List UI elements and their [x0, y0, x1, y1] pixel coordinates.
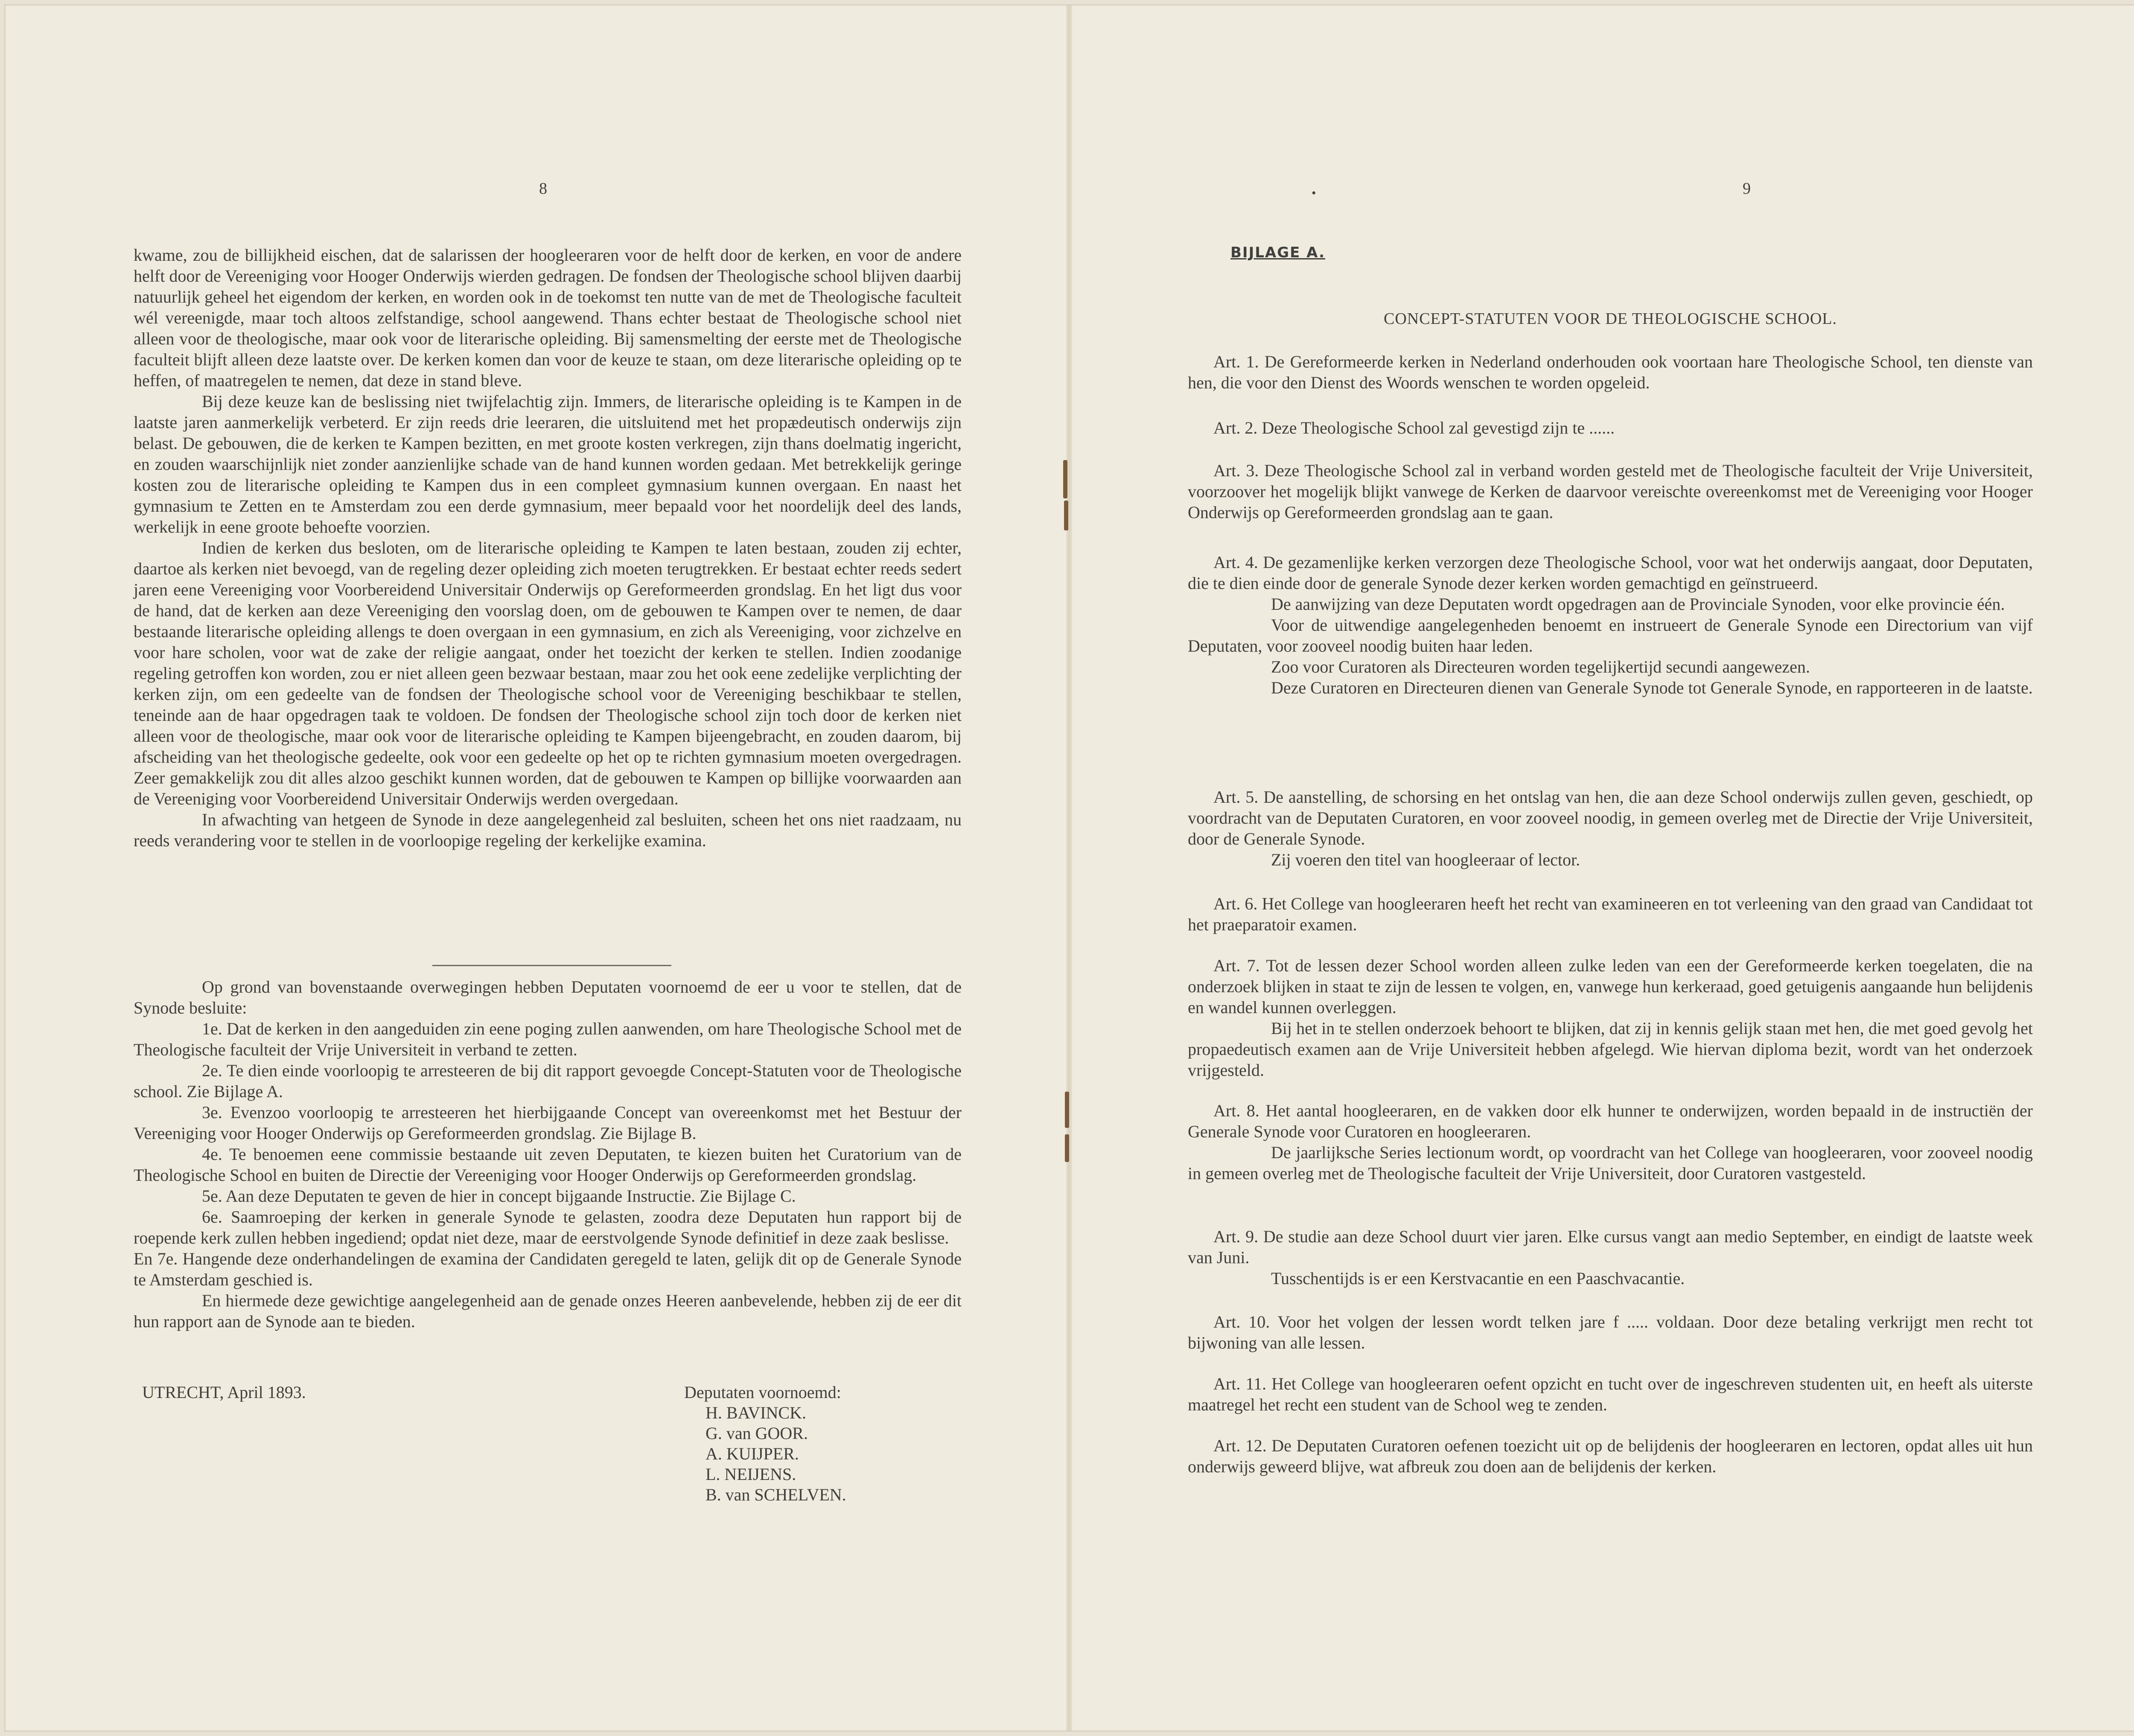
proposal-intro: Op grond van bovenstaande overwegingen hebben Deputaten voornoemd de eer u voor te stellen, dat de Synode besluite: — [134, 977, 962, 1017]
proposal-section — [134, 976, 962, 1332]
document-title: CONCEPT-STATUTEN VOOR DE THEOLOGISCHE SCHOOL. — [1383, 310, 1837, 328]
article-text: De aanwijzing van deze Deputaten wordt opgedragen aan de Provinciale Synoden, voor elke provincie één. — [1271, 594, 2005, 614]
binding-stitch — [1064, 501, 1068, 530]
article-text: Art. 1. De Gereformeerde kerken in Nederland onderhouden ook voortaan hare Theologische School, ten dienste van hen, die voor den Dienst des Woords wenschen te worden opgeleid. — [1188, 352, 2033, 392]
proposal-item: 6e. Saamroeping der kerken in generale Synode te gelasten, zoodra deze Deputaten hun rapport bij de roepende kerk zullen hebben ingediend; opdat niet deze, maar de eerstvolgende Synode definitief in deze zaak beslisse. — [134, 1207, 962, 1247]
paragraph: In afwachting van hetgeen de Synode in deze aangelegenheid zal besluiten, scheen het ons niet raadzaam, nu reeds verandering voor te stellen in de voorloopige regeling der kerkelijke examina. — [134, 810, 962, 850]
binding-stitch — [1065, 1134, 1069, 1162]
article-text: Art. 2. Deze Theologische School zal gevestigd zijn te ...... — [1213, 418, 1615, 437]
article-text: Bij het in te stellen onderzoek behoort te blijken, dat zij in kennis gelijk staan met hen, die met goed gevolg het propaedeutisch examen aan de Vrije Universiteit hebben afgelegd. Wie hiervan diploma bezit, wordt van het onderzoek vrijgesteld. — [1188, 1019, 2033, 1080]
article-text: Art. 11. Het College van hoogleeraren oefent opzicht en tucht over de ingeschreven studenten uit, en heeft als uiterste maatregel het recht een student van de School weg te zenden. — [1188, 1374, 2033, 1414]
proposal-item: 4e. Te benoemen eene commissie bestaande uit zeven Deputaten, te kiezen buiten het Curatorium van de Theologische School en buiten de Directie der Vereeniging voor Hooger Onderwijs op Gereformeerden grondslag. — [134, 1145, 962, 1185]
article-4 — [1188, 552, 2033, 698]
center-fold — [1066, 6, 1072, 1730]
article-12 — [1188, 1435, 2033, 1477]
article-text: Art. 7. Tot de lessen dezer School worden alleen zulke leden van een der Gereformeerde kerken toegelaten, die na onderzoek blijken in staat te zijn de lessen te volgen, en, vanwege hun kerkeraad, goed getuigenis aangaande hun belijdenis en wandel kunnen overleggen. — [1188, 956, 2033, 1017]
article-text: Art. 4. De gezamenlijke kerken verzorgen deze Theologische School, voor wat het onderwijs aangaat, door Deputaten, die te dien einde door de generale Synode dezer kerken worden gemachtigd en geïnstrueerd. — [1188, 553, 2033, 593]
signatory-name: L. NEIJENS. — [706, 1465, 796, 1484]
signatory-name: G. van GOOR. — [706, 1424, 808, 1443]
article-text: Deze Curatoren en Directeuren dienen van Generale Synode tot Generale Synode, en rapporteeren in de laatste. — [1271, 678, 2033, 697]
paragraph: kwame, zou de billijkheid eischen, dat de salarissen der hoogleeraren voor de helft door de kerken, en voor de andere helft door de Vereeniging voor Hooger Onderwijs wierden gedragen. De fondsen der Theologische school blijven daarbij natuurlijk geheel het eigendom der kerken, en worden ook in de toekomst ten nutte van de met de Theologische faculteit wél vereenigde, maar toch altoos zelfstandige, school aangewend. Thans echter bestaat de Theologische school niet alleen voor de theologische, maar ook voor de literarische opleiding. Bij samensmelting der eerste met de Theologische faculteit blijft alleen deze laatste over. De kerken komen dan voor de keuze te staan, om deze literarische opleiding op te heffen, of maatregelen te nemen, dat deze in stand bleve. — [134, 245, 962, 390]
proposal-item: 3e. Evenzoo voorloopig te arresteeren het hierbijgaande Concept van overeenkomst met het Bestuur der Vereeniging voor Hooger Onderwijs op Gereformeerden grondslag. Zie Bijlage B. — [134, 1103, 962, 1143]
article-text: Art. 3. Deze Theologische School zal in verband worden gesteld met de Theologische faculteit der Vrije Universiteit, voorzoover het mogelijk blijkt vanwege de Kerken de daarvoor vereischte overeenkomst met de Vereeniging voor Hooger Onderwijs op Gereformeerden grondslag aan te gaan. — [1188, 461, 2033, 522]
article-text: Art. 5. De aanstelling, de schorsing en het ontslag van hen, die aan deze School onderwijs zullen geven, geschiedt, op voordracht van de Deputaten Curatoren, en voor zooveel noodig, in gemeen overleg met de Directie der Vrije Universiteit, door de Generale Synode. — [1188, 787, 2033, 848]
page-number: 8 — [539, 180, 547, 198]
article-text: Zij voeren den titel van hoogleeraar of lector. — [1271, 850, 1580, 869]
binding-stitch — [1065, 1092, 1069, 1128]
article-3 — [1188, 460, 2033, 523]
article-5 — [1188, 786, 2033, 870]
appendix-label: BIJLAGE A. — [1230, 244, 1326, 261]
proposal-item: 1e. Dat de kerken in den aangeduiden zin eene poging zullen aanwenden, om hare Theologische School met de Theologische faculteit der Vrije Universiteit in verband te zetten. — [134, 1019, 962, 1059]
article-1 — [1188, 351, 2033, 393]
paragraph: Bij deze keuze kan de beslissing niet twijfelachtig zijn. Immers, de literarische opleiding is te Kampen in de laatste jaren aanmerkelijk verbeterd. Er zijn reeds drie leeraren, die uitsluitend met het propædeutisch onderwijs zijn belast. De gebouwen, die de kerken te Kampen bezitten, en met groote kosten verkregen, zijn thans doelmatig ingericht, en zouden waarschijnlijk niet zonder aanzienlijke schade van de hand kunnen worden gedaan. Met betrekkelijk geringe kosten zou de literarische opleiding te Kampen dus in een compleet gymnasium kunnen overgaan. En naast het gymnasium te Zetten en te Amsterdam zou een derde gymnasium, meer bepaald voor het noordelijk deel des lands, werkelijk in eene groote behoefte voorzien. — [134, 392, 962, 536]
article-9 — [1188, 1226, 2033, 1289]
article-7 — [1188, 955, 2033, 1081]
article-text: Art. 6. Het College van hoogleeraren heeft het recht van examineeren en tot verleening van den graad van Candidaat tot het praeparatoir examen. — [1188, 894, 2033, 934]
article-11 — [1188, 1373, 2033, 1415]
section-divider — [432, 965, 671, 966]
article-text: Voor de uitwendige aangelegenheden benoemt en instrueert de Generale Synode een Directorium van vijf Deputaten, voor zooveel noodig buiten haar leden. — [1188, 615, 2033, 655]
article-text: Zoo voor Curatoren als Directeuren worden tegelijkertijd secundi aangewezen. — [1271, 657, 1810, 676]
article-text: Art. 10. Voor het volgen der lessen wordt telken jare f ..... voldaan. Door deze betaling verkrijgt men recht tot bijwoning van alle lessen. — [1188, 1312, 2033, 1352]
proposal-item: 2e. Te dien einde voorloopig te arresteeren de bij dit rapport gevoegde Concept-Statuten voor de Theologische school. Zie Bijlage A. — [134, 1061, 962, 1101]
article-8 — [1188, 1100, 2033, 1184]
signatory-name: H. BAVINCK. — [706, 1403, 806, 1422]
proposal-item: 5e. Aan deze Deputaten te geven de hier in concept bijgaande Instructie. Zie Bijlage C. — [202, 1186, 796, 1206]
signatory-name: A. KUIJPER. — [706, 1444, 799, 1463]
body-text — [134, 245, 962, 851]
binding-stitch — [1063, 460, 1067, 498]
signatories-heading: Deputaten voornoemd: — [684, 1383, 841, 1402]
article-text: Tusschentijds is er een Kerstvacantie en een Paaschvacantie. — [1271, 1269, 1685, 1288]
ornament-dot: • — [1312, 186, 1316, 200]
article-6 — [1188, 893, 2033, 935]
signatory-name: B. van SCHELVEN. — [706, 1485, 846, 1504]
article-10 — [1188, 1311, 2033, 1353]
article-2 — [1188, 417, 2033, 438]
closing-paragraph: En hiermede deze gewichtige aangelegenheid aan de genade onzes Heeren aanbevelende, hebben zij de eer dit hun rapport aan de Synode aan te bieden. — [134, 1291, 962, 1331]
paragraph: Indien de kerken dus besloten, om de literarische opleiding te Kampen te laten bestaan, zouden zij echter, daartoe als kerken niet bevoegd, van de regeling dezer opleiding zich moeten terugtrekken. Er bestaat echter reeds sedert jaren eene Vereeniging voor Voorbereidend Universitair Onderwijs op Gereformeerden grondslag. En het ligt dus voor de hand, dat de kerken aan deze Vereeniging den voorslag doen, om de gebouwen te Kampen over te nemen, de daar bestaande literarische opleiding allengs te doen overgaan in een gymnasium, en zich als Vereeniging, voor zichzelve en voor hare scholen, voor wat de zake der religie aangaat, onder het toezicht der kerken te stellen. Indien zoodanige regeling getroffen kon worden, zou er niet alleen geen bezwaar bestaan, maar zou het ook eene zedelijke verplichting der kerken zijn, om een gedeelte van de fondsen der Theologische school voor de Vereeniging beschikbaar te stellen, teneinde aan de haar opgedragen taak te voldoen. De fondsen der Theologische school zijn toch door de kerken niet alleen voor de theologische, maar ook voor de literarische opleiding te Kampen bijeengebracht, en zouden daarom, bij afscheiding van het theologische gedeelte, ook voor een gedeelte op het op te richten gymnasium moeten overgedragen. Zeer gemakkelijk zou dit alles alzoo geschikt kunnen worden, dat de gebouwen te Kampen op billijke voorwaarden aan de Vereeniging voor Voorbereidend Universitair Onderwijs werden overgedaan. — [134, 538, 962, 808]
page-number: 9 — [1743, 180, 1751, 198]
article-text: Art. 12. De Deputaten Curatoren oefenen toezicht uit op de belijdenis der hoogleeraren en lectoren, opdat alles uit hun onderwijs geweerd blijve, wat afbreuk zou doen aan de belijdenis der kerken. — [1188, 1436, 2033, 1476]
book-spread — [4, 4, 2134, 1732]
article-text: Art. 9. De studie aan deze School duurt vier jaren. Elke cursus vangt aan medio September, en eindigt de laatste week van Juni. — [1188, 1227, 2033, 1267]
article-text: De jaarlijksche Series lectionum wordt, op voordracht van het College van hoogleeraren, voor zooveel noodig in gemeen overleg met de Theologische faculteit der Vrije Universiteit, door Curatoren vastgesteld. — [1188, 1143, 2033, 1183]
place-date: UTRECHT, April 1893. — [142, 1383, 306, 1402]
proposal-item: En 7e. Hangende deze onderhandelingen de examina der Candidaten geregeld te laten, gelijk dit op de Generale Synode te Amsterdam geschied is. — [134, 1249, 962, 1289]
article-text: Art. 8. Het aantal hoogleeraren, en de vakken door elk hunner te onderwijzen, worden bepaald in de instructiën der Generale Synode voor Curatoren en hoogleeraren. — [1188, 1101, 2033, 1141]
